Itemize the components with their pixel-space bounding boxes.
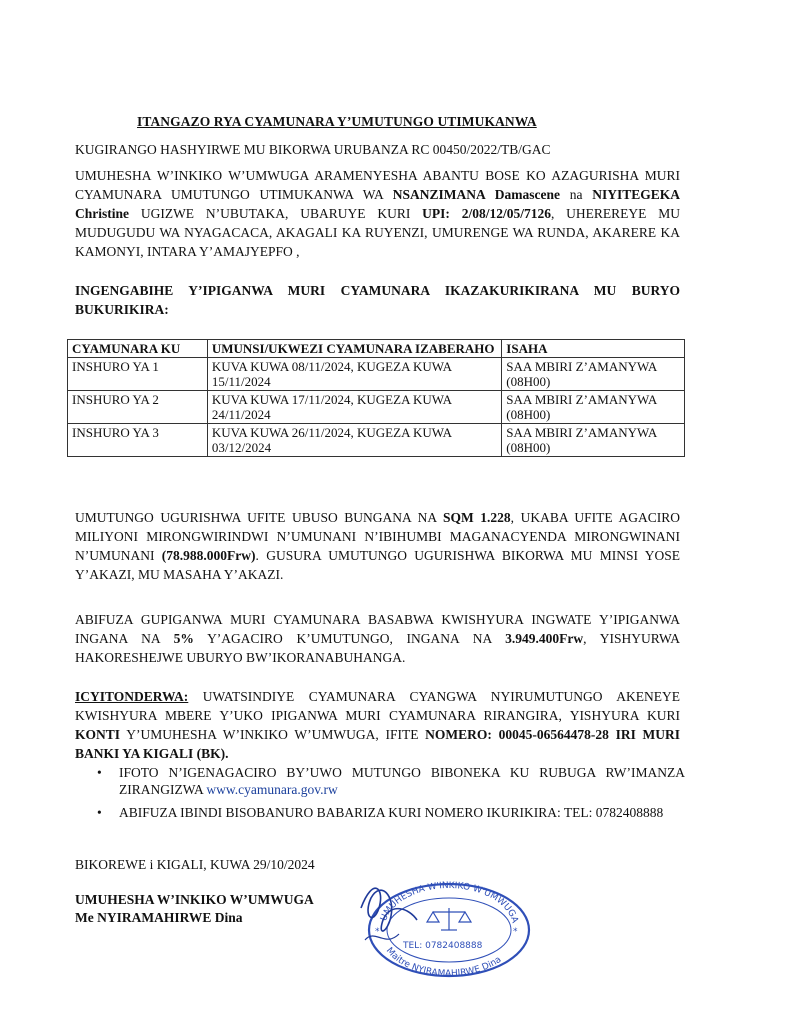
official-stamp <box>355 868 533 980</box>
property-value-paragraph: UMUTUNGO UGURISHWA UFITE UBUSO BUNGANA NA SQM 1.228, UKABA UFITE AGACIRO MILIYONI MIRONGWIRINDWI N’UMUNANI N’IBIHUMBI MAGANACYENDA MIRONGWINANI N’UMUNANI (78.988.000Frw). GUSURA UMUTUNGO UGURISHWA BIKORWA MU MINSI YOSE Y’AKAZI, MU MASAHA Y’AKAZI. <box>75 510 681 582</box>
svg-text:*: * <box>375 927 380 937</box>
bullet-icon: • <box>97 805 102 820</box>
auction-schedule-table <box>67 339 685 457</box>
table-cell: SAA MBIRI Z’AMANYWA (08H00) <box>502 391 685 424</box>
svg-text:*: * <box>513 927 518 937</box>
column-header: ISAHA <box>502 340 685 358</box>
scales-icon <box>427 908 471 930</box>
intro-paragraph: UMUHESHA W’INKIKO W’UMWUGA ARAMENYESHA ABANTU BOSE KO AZAGURISHA MURI CYAMUNARA UMUTUNGO UTIMUKANWA WA NSANZIMANA Damascene na NIYITEGEKA Christine UGIZWE N’UBUTAKA, UBARUYE KURI UPI: 2/08/12/05/7126, UHEREREYE MU MUDUGUDU WA NYAGACACA, AKAGALI KA RUYENZI, UMURENGE WA RUNDA, AKARERE KA KAMONYI, INTARA Y’AMAJYEPFO , <box>75 168 681 259</box>
table-row <box>68 424 685 457</box>
svg-text:Maitre NYIRAMAHIRWE Dina: Maitre NYIRAMAHIRWE Dina <box>383 945 504 980</box>
place-date-line: BIKOREWE i KIGALI, KUWA 29/10/2024 <box>75 857 315 872</box>
table-cell: SAA MBIRI Z’AMANYWA (08H00) <box>502 424 685 457</box>
website-link[interactable]: www.cyamunara.gov.rw <box>206 782 338 797</box>
list-item: • ABIFUZA IBINDI BISOBANURO BABARIZA KURI NOMERO IKURIKIRA: TEL: 0782408888 <box>97 805 664 820</box>
list-item: • IFOTO N’IGENAGACIRO BY’UWO MUTUNGO BIBONEKA KU RUBUGA RW’IMANZA ZIRANGIZWA www.cyamunara.gov.rw <box>97 765 685 797</box>
bullet-icon: • <box>97 765 102 780</box>
table-cell: KUVA KUWA 08/11/2024, KUGEZA KUWA 15/11/2024 <box>207 358 501 391</box>
deposit-paragraph: ABIFUZA GUPIGANWA MURI CYAMUNARA BASABWA KWISHYURA INGWATE Y’IPIGANWA INGANA NA 5% Y’AGACIRO K’UMUTUNGO, INGANA NA 3.949.400Frw, YISHYURWA HAKORESHEJWE UBURYO BW’IKORANABUHANGA. <box>75 612 680 665</box>
case-reference: KUGIRANGO HASHYIRWE MU BIKORWA URUBANZA RC 00450/2022/TB/GAC <box>75 142 551 157</box>
column-header: CYAMUNARA KU <box>68 340 208 358</box>
signatory-title: UMUHESHA W’INKIKO W’UMWUGA <box>75 892 314 907</box>
table-cell: KUVA KUWA 17/11/2024, KUGEZA KUWA 24/11/2024 <box>207 391 501 424</box>
notice-paragraph: ICYITONDERWA: UWATSINDIYE CYAMUNARA CYANGWA NYIRUMUTUNGO AKENEYE KWISHYURA MBERE Y’UKO IPIGANWA MURI CYAMUNARA RIRANGIRA, YISHYURA KURI KONTI Y’UMUHESHA W’INKIKO W’UMWUGA, IFITE NOMERO: 00045-06564478-28 IRI MURI BANKI YA KIGALI (BK). <box>75 689 681 761</box>
table-cell: INSHURO YA 2 <box>68 391 208 424</box>
column-header: UMUNSI/UKWEZI CYAMUNARA IZABERAHO <box>207 340 501 358</box>
table-cell: KUVA KUWA 26/11/2024, KUGEZA KUWA 03/12/2024 <box>207 424 501 457</box>
info-list <box>95 764 685 827</box>
table-header-row <box>68 340 685 358</box>
schedule-heading: INGENGABIHE Y’IPIGANWA MURI CYAMUNARA IKAZAKURIKIRANA MU BURYO BUKURIKIRA: <box>75 283 680 317</box>
svg-text:TEL: 0782408888: TEL: 0782408888 <box>403 941 483 951</box>
document-title: ITANGAZO RYA CYAMUNARA Y’UMUTUNGO UTIMUKANWA <box>137 114 537 129</box>
notice-label: ICYITONDERWA: <box>75 689 189 704</box>
table-cell: INSHURO YA 3 <box>68 424 208 457</box>
svg-text:UMUHESHA W'INKIKO W'UMWUGA: UMUHESHA W'INKIKO W'UMWUGA <box>379 880 520 925</box>
table-cell: SAA MBIRI Z’AMANYWA (08H00) <box>502 358 685 391</box>
table-row <box>68 358 685 391</box>
signatory-name: Me NYIRAMAHIRWE Dina <box>75 910 243 925</box>
table-row <box>68 391 685 424</box>
table-cell: INSHURO YA 1 <box>68 358 208 391</box>
